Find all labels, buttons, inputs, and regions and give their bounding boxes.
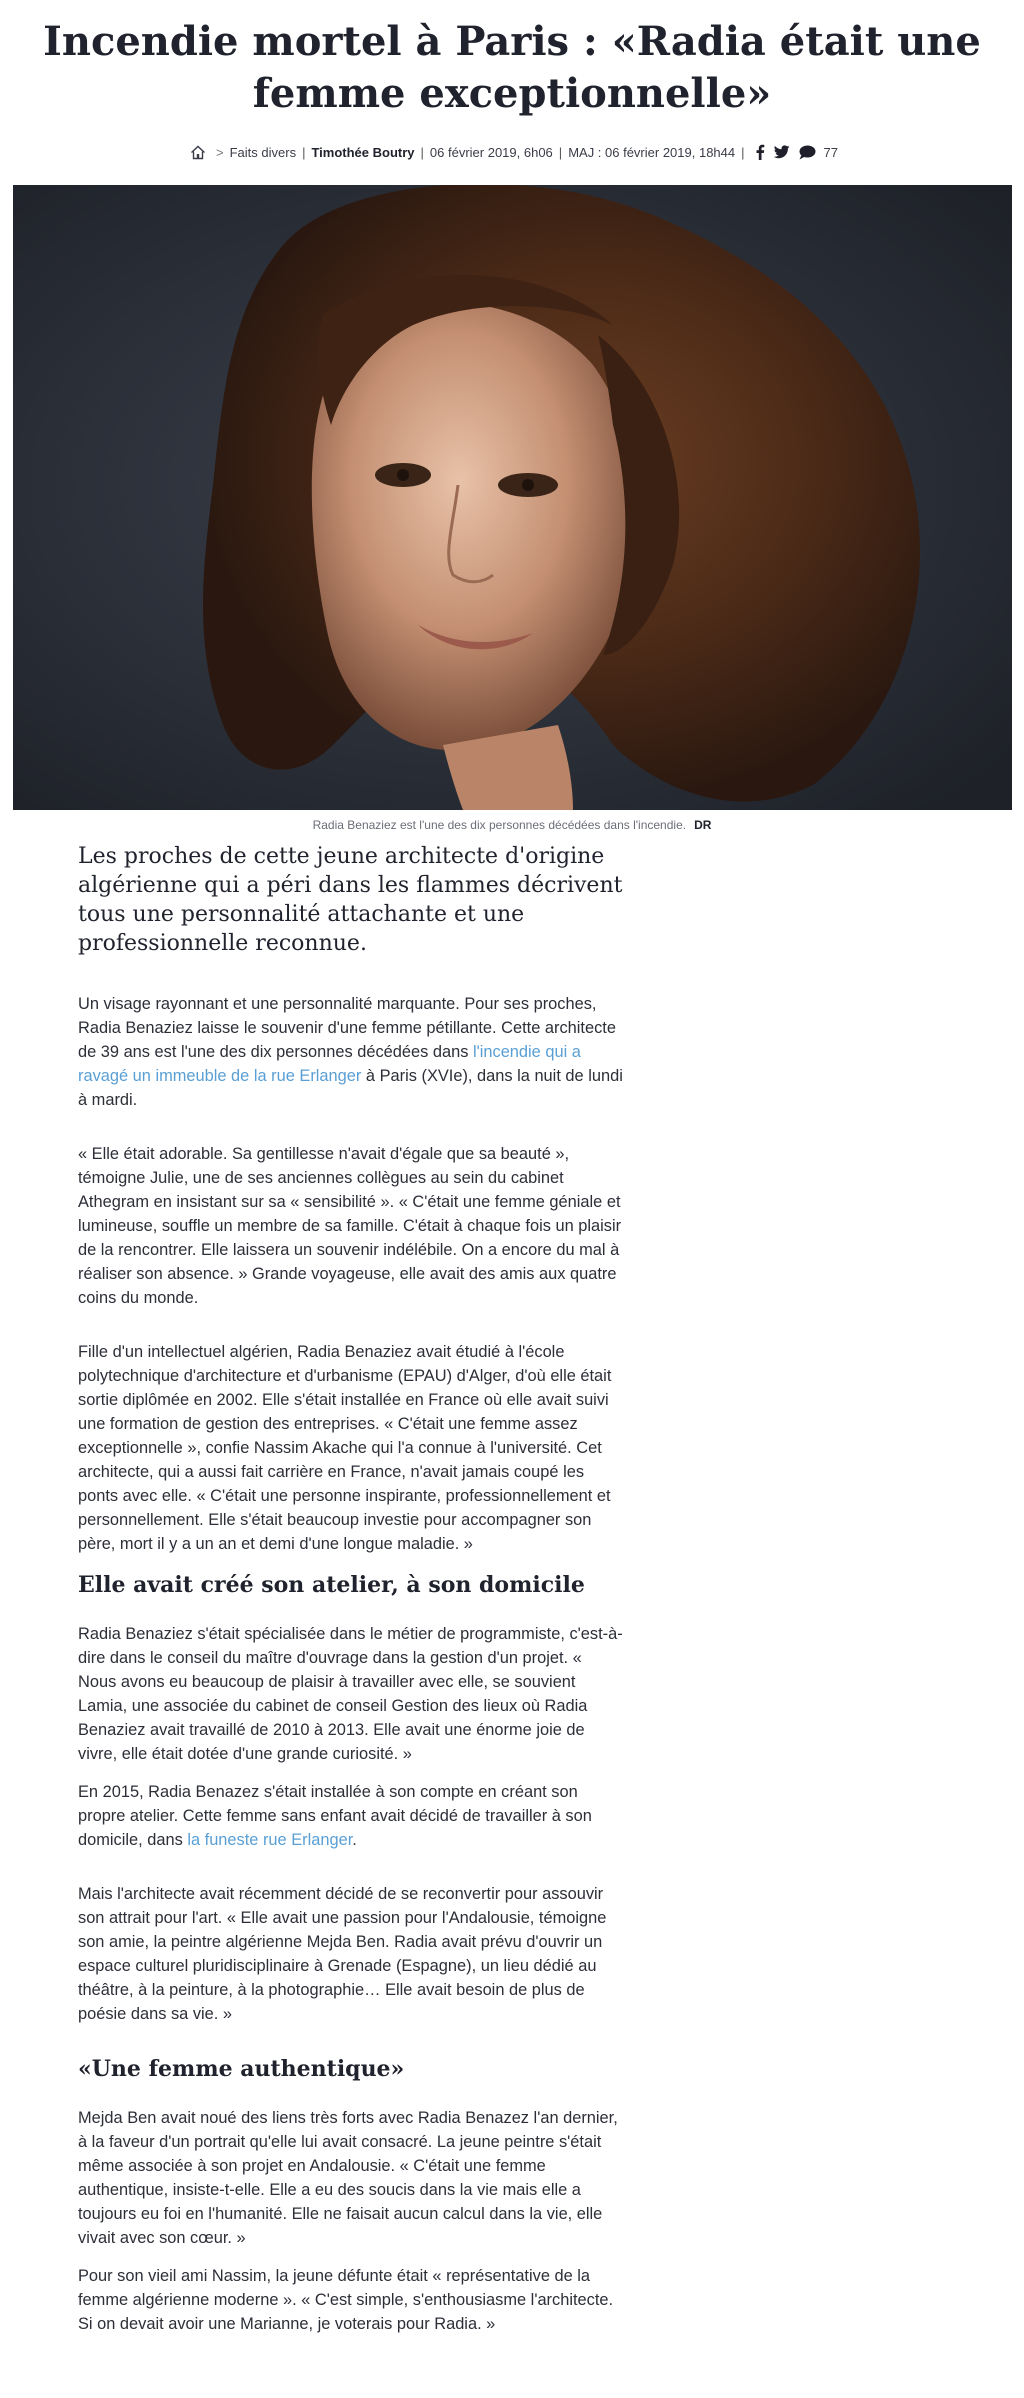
breadcrumb-section-link[interactable]: Faits divers [229,144,297,160]
article-paragraph: Radia Benaziez s'était spécialisée dans le métier de programmiste, c'est-à-dire dans le conseil du maître d'ouvrage dans la gestion d'un projet. « Nous avons eu beaucoup de plaisir à travailler avec elle, se souvient Lamia, une associée du cabinet de conseil Gestion des lieux où Radia Benaziez avait travaillé de 2010 à 2013. Elle avait une énorme joie de vivre, elle était dotée d'une grande curiosité. » [78,1625,623,1763]
image-credit: DR [694,818,712,832]
publish-date: 06 février 2019, 6h06 [429,144,553,160]
article-hero-photo [13,185,1012,810]
section-heading: «Une femme authentique» [78,2056,405,2082]
meta-divider: | [741,144,745,160]
article-paragraph: « Elle était adorable. Sa gentillesse n'avait d'égale que sa beauté », témoigne Julie, une de ses anciennes collègues au sein du cabinet Athegram en insistant sur sa « sensibilité ». « C'était une femme géniale et lumineuse, souffle un membre de sa famille. C'était à chaque fois un plaisir de la rencontrer. Elle laissera un souvenir indélébile. On a encore du mal à réaliser son absence. » Grande voyageuse, elle avait des amis aux quatre coins du monde. [78,1145,622,1307]
paragraph-text: Un visage rayonnant et une personnalité marquante. Pour ses proches, Radia Benaziez laisse le souvenir d'une femme pétillante. Cette architecte de 39 ans est l'une des dix personnes décédées dans [78,995,616,1061]
meta-divider: | [420,144,424,160]
article-paragraph [78,1780,623,1852]
article-meta-bar [0,140,1024,164]
meta-divider: | [302,144,306,160]
article-paragraph: Mais l'architecte avait récemment décidé de se reconvertir pour assouvir son attrait pour l'art. « Elle avait une passion pour l'Andalousie, témoigne son amie, la peintre algérienne Mejda Ben. Radia avait prévu d'ouvrir un espace culturel pluridisciplinaire à Grenade (Espagne), un lieu dédié au théâtre, à la peinture, à la photographie… Elle avait besoin de plus de poésie dans sa vie. » [78,1885,607,2023]
facebook-icon[interactable] [755,144,765,160]
portrait-illustration [13,185,1012,810]
twitter-icon[interactable] [773,145,790,159]
comments-count[interactable]: 77 [823,144,838,160]
author-link[interactable]: Timothée Boutry [311,144,415,160]
paragraph-text: . [352,1831,357,1849]
article-body [78,842,623,2350]
article-paragraph: Fille d'un intellectuel algérien, Radia Benaziez avait étudié à l'école polytechnique d'architecture et d'urbanisme (EPAU) d'Alger, d'où elle était sortie diplômée en 2002. Elle s'était installée en France où elle avait suivi une formation de gestion des entreprises. « C'était une femme assez exceptionnelle », confie Nassim Akache qui l'a connue à l'université. Cet architecte, qui a aussi fait carrière en France, n'avait jamais coupé les ponts avec elle. « C'était une personne inspirante, professionnellement et personnellement. Elle s'était beaucoup investie pour accompagner son père, mort il y a un an et demi d'une longue maladie. » [78,1343,612,1553]
article-title [0,0,1024,120]
rue-erlanger-link[interactable]: la funeste rue Erlanger [187,1831,353,1849]
article-paragraph: Mejda Ben avait noué des liens très forts avec Radia Benazez l'an dernier, à la faveur d'un portrait qu'elle lui avait consacré. La jeune peintre s'était même associée à son projet en Andalousie. « C'était une femme authentique, insiste-t-elle. Elle a eu des soucis dans la vie mais elle a toujours eu foi en l'humanité. Elle ne faisait aucun calcul dans la vie, elle vivait avec son cœur. » [78,2109,618,2247]
paragraph-text: En 2015, Radia Benazez s'était installée à son compte en créant son propre atelier. Cette femme sans enfant avait décidé de travailler à son domicile, dans [78,1783,592,1849]
article-paragraph: Pour son vieil ami Nassim, la jeune défunte était « représentative de la femme algérienne moderne ». « C'est simple, s'enthousiasme l'architecte. Si on devait avoir une Marianne, je voterais pour Radia. » [78,2267,614,2333]
home-icon[interactable] [190,145,206,160]
article-lead: Les proches de cette jeune architecte d'origine algérienne qui a péri dans les flammes décrivent tous une personnalité attachante et une professionnelle reconnue. [78,844,623,956]
paragraph-text: à Paris (XVIe), dans la nuit de lundi à mardi. [78,1067,623,1109]
section-heading: Elle avait créé son atelier, à son domicile [78,1572,585,1598]
comment-bubble-icon[interactable] [798,145,816,160]
fire-article-link[interactable]: l'incendie qui a ravagé un immeuble de la rue Erlanger [78,1043,581,1085]
breadcrumb-separator: > [216,144,224,160]
article-title-line-1: Incendie mortel à Paris : «Radia était une [43,18,981,65]
image-caption-text: Radia Benaziez est l'une des dix personnes décédées dans l'incendie. [312,818,687,832]
meta-divider: | [558,144,563,160]
article-paragraph [78,992,623,1112]
update-date: MAJ : 06 février 2019, 18h44 [568,144,736,160]
image-caption [0,818,1024,832]
article-title-line-2: femme exceptionnelle» [252,70,772,117]
